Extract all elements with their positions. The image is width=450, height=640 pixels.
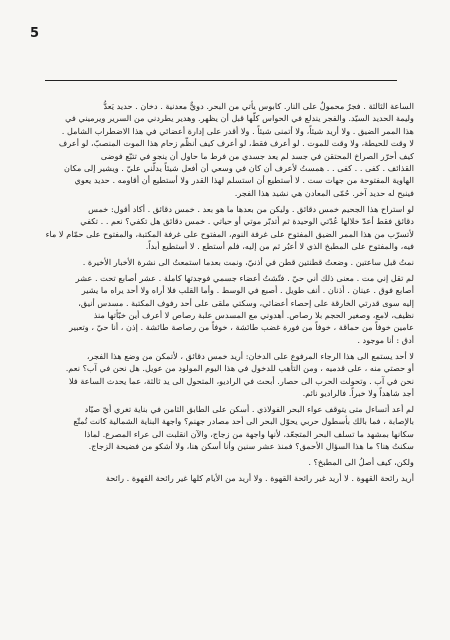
text-line: الهاوية المفتوحة من جهات ست . لا أستطيع أن استسلم لهذا القدر ولا أستطيع أن أقاومه . حديد يعوي — [74, 175, 414, 186]
text-line: كيف أحرّر الصراخ المحتقن في جسد لم يعد جسدي من فرط ما حاول أن ينجو في تتبّع فوضى — [100, 150, 414, 161]
text-line: هذا الممر الضيق . ولا أريد شيئاً، ولا أتمنى شيئاً . ولا أقدر على إدارة أعضائي في هذا الاضطراب الشامل . — [61, 125, 414, 136]
paragraph — [36, 403, 414, 453]
header-rule — [45, 80, 397, 81]
text-line: بالإصابة ، فما بالك بأسطول حربي يحوّل البحر الى أحد مصادر جهنم؟ واجهة البناية الشمالية كانت تُمتّع — [73, 416, 414, 427]
paragraph — [36, 472, 414, 484]
text-line: نمتُ قبل ساعتين . وضعتُ قطنتين قطن في أذنيّ، ونمت بعدما استمعتُ الى نشرة الأخبار الأخيرة . — [82, 256, 414, 267]
text-line: لا أحد يستمع الى هذا الرجاء المرفوع على الدخان: أريد خمس دقائق ، لأتمكن من وضع هذا الفجر، — [86, 350, 414, 361]
paragraph — [36, 256, 414, 268]
text-line: لم تقل إني مت . معنى ذلك أني حيّ . فتّشتُ أعضاء جسمي فوجدتها كاملة . عشر أصابع تحت . عشر — [75, 272, 414, 283]
paragraph — [36, 350, 414, 400]
text-line: عامين خوفاً من حماقة ، خوفاً من فورة غضب طائشة ، خوفاً من رصاصة طائشة . إذن ، أنا حيّ ، وتعبير — [69, 322, 414, 333]
page-number: 5 — [30, 26, 40, 41]
text-line: فيه، والمفتوح على المطبخ الذي لا أعبُر ثم من إليه، فلم أستطع . لا أستطيع أبداً. — [145, 240, 414, 251]
text-line: لو استراح هذا الجحيم خمس دقائق . وليكن من بعدها ما هو بعد . خمس دقائق . أكاد أقول: خمس — [88, 203, 414, 214]
paragraph — [36, 203, 414, 253]
text-line: سكنتُ هنا؟ ما هذا السؤال الأحمق؟ فمنذ عشر سنين وأنا أسكن هنا، ولا أشكو من فضيحة الزجاج. — [88, 441, 414, 452]
text-line: أو حصتي منه ، على قدميه ، ومن التأهب للدخول في هذا اليوم المولود من عويل. هل نحن في آب؟ نعم. — [65, 363, 414, 374]
text-line: إليه سوى قدرتي الخارقة على إحصاء أعضائي، وسكتي ملقى على أحد رفوف المكتبة . مسدس أنيق، — [78, 297, 414, 308]
text-line: دقائق فقط أعدّ خلالها عُدّتي الوحيدة ثم أتدبّر موتي أو حياتي . خمس دقائق هل تكفي؟ نعم . . تكفي — [80, 216, 414, 227]
body-text — [36, 100, 414, 628]
text-line: سكانها بمشهد ما تسلف البحر المتجعّد، لأنها واجهة من زجاج، والآن انقلبت الى عراء المصرع. لماذا — [84, 428, 414, 439]
text-line: أجد شاهداً ولا خبراً. فالراديو نائم. — [302, 387, 414, 398]
paragraph — [36, 272, 414, 346]
text-line: القذائف . كفى . . كفى . . همستُ لأعرف أن كان في وسعي أن أفعل شيئاً يدلّني عليّ . ويشير إلى مكان — [63, 163, 414, 174]
text-line: الساعة الثالثة . فجرٌ محمولٌ على النار. كابوس يأتي من البحر. دويٌّ معدنية . دخان . حديد يَعدُّ — [103, 101, 414, 111]
text-line: لم أعد أتساءل متى يتوقف عواء البحر الفولاذي . أسكن على الطابق الثامن في بناية تغري أيّ صيّاد — [84, 403, 414, 414]
text-line: أدق : أنا موجود . — [357, 334, 414, 345]
text-line: فينبح له حديد آخر. حُمّى المعادن هي نشيد هذا الفجر. — [234, 187, 414, 198]
text-line: نحن في آب . وتحولت الحرب الى حصار. أبحث في الراديو، المتحول الى يد ثالثة، عما يحدث الساعة فلا — [68, 375, 414, 386]
text-line: لأتسرّب من هذا الممر الضيق المفتوح على غرفة النوم، المفتوح على غرفة المكتبة، والمفتوح على حمّام لا ماء — [45, 228, 414, 239]
paragraph — [36, 456, 414, 468]
text-line: نظيف، لامع، وصغير الحجم بلا رصاص. أهدوني مع المسدس علبة رصاص لا أعرف أين خبّأتها منذ — [93, 310, 414, 320]
text-line: وليمة الحديد السيّد. والفجر يندلع في الحواس كلّها قبل أن يظهر. وهدير يطردني من السرير ويرميني في — [65, 113, 414, 124]
paragraph — [36, 100, 414, 199]
text-line: أصابع فوق . عينان . أذنان . أنف طويل . أصبع في الوسط . وأما القلب فلا أراه ولا أحد يراه ما يشير — [81, 285, 414, 296]
text-line: ولكن، كيف أصلُ الى المطبخ؟ . — [308, 456, 414, 467]
text-line: لا وقت للحيطة، ولا وقت للموت . لو أعرف فقط، لو أعرف كيف أنظّم زحام هذا الموت المنصبّ، لو أعرف — [58, 138, 414, 149]
text-line: أريد رائحة القهوة . لا أريد غير رائحة القهوة . ولا أريد من الأيام كلها غير رائحة القهوة . رائحة — [105, 472, 414, 483]
